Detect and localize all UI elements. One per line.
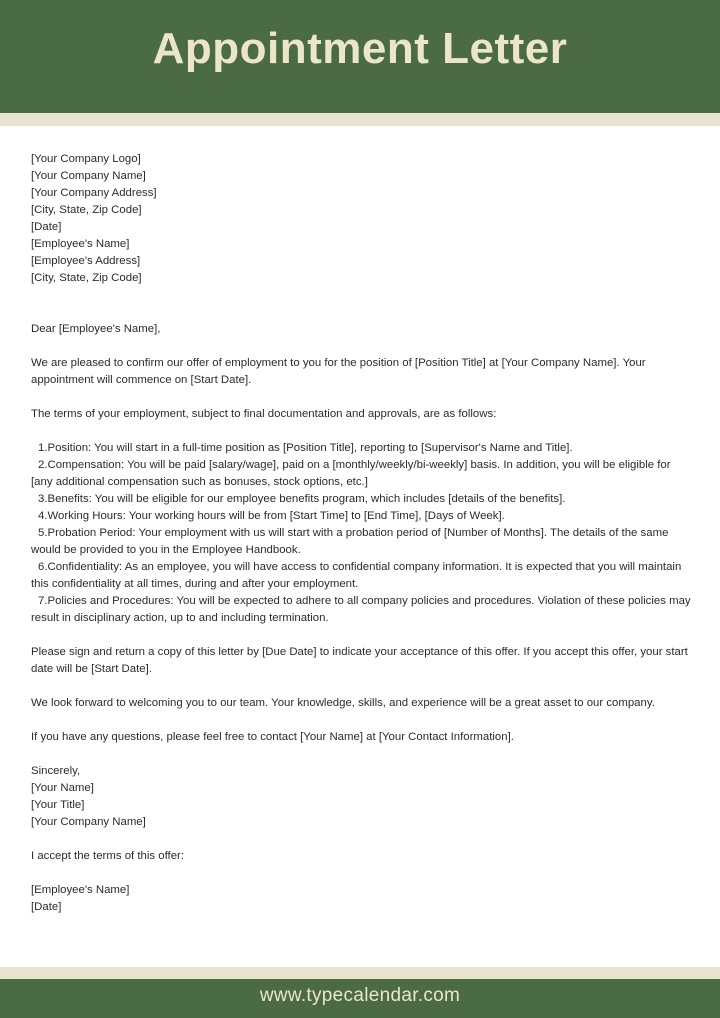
list-item xyxy=(31,491,691,508)
company-logo-line: [Your Company Logo] xyxy=(31,153,141,165)
term-text: Confidentiality: As an employee, you will have access to confidential company information. It is expected that you will maintain this confidentiality at all times, during and after your employment. xyxy=(31,561,682,590)
employee-city-line: [City, State, Zip Code] xyxy=(31,272,142,284)
employee-address-line: [Employee's Address] xyxy=(31,255,141,267)
company-name-line: [Your Company Name] xyxy=(31,170,146,182)
term-text: Benefits: You will be eligible for our employee benefits program, which includes [details of the benefits]. xyxy=(47,493,566,505)
page-title: Appointment Letter xyxy=(152,24,568,73)
welcome-paragraph: We look forward to welcoming you to our team. Your knowledge, skills, and experience will be a great asset to our company. xyxy=(31,697,655,709)
list-item xyxy=(31,525,691,559)
terms-intro: The terms of your employment, subject to final documentation and approvals, are as follows: xyxy=(31,408,497,420)
letter-body xyxy=(31,151,691,916)
return-paragraph: Please sign and return a copy of this letter by [Due Date] to indicate your acceptance of this offer. If you accept this offer, your start date will be [Start Date]. xyxy=(31,646,688,675)
address-block xyxy=(31,151,691,287)
term-number: 4. xyxy=(38,510,48,522)
date-line: [Date] xyxy=(31,221,62,233)
intro-paragraph: We are pleased to confirm our offer of employment to you for the position of [Position Title] at [Your Company Name]. Your appointment will commence on [Start Date]. xyxy=(31,357,646,386)
acceptance-statement: I accept the terms of this offer: xyxy=(31,850,185,862)
footer-banner xyxy=(0,979,720,1018)
header-stripe xyxy=(0,113,720,126)
header-banner xyxy=(0,0,720,113)
acceptance-employee-name: [Employee's Name] xyxy=(31,884,130,896)
company-address-line: [Your Company Address] xyxy=(31,187,157,199)
signature-company: [Your Company Name] xyxy=(31,816,146,828)
term-number: 3. xyxy=(38,493,48,505)
term-text: Working Hours: Your working hours will be from [Start Time] to [End Time], [Days of Week]. xyxy=(47,510,505,522)
term-text: Position: You will start in a full-time position as [Position Title], reporting to [Supervisor's Name and Title]. xyxy=(47,442,573,454)
footer-stripe xyxy=(0,967,720,979)
website-url: www.typecalendar.com xyxy=(259,985,461,1006)
company-city-line: [City, State, Zip Code] xyxy=(31,204,142,216)
acceptance-date: [Date] xyxy=(31,901,62,913)
terms-list xyxy=(31,440,691,627)
list-item xyxy=(31,440,691,457)
closing: Sincerely, xyxy=(31,765,81,777)
term-number: 7. xyxy=(38,595,48,607)
contact-paragraph: If you have any questions, please feel free to contact [Your Name] at [Your Contact Information]. xyxy=(31,731,514,743)
list-item xyxy=(31,593,691,627)
signature-name: [Your Name] xyxy=(31,782,94,794)
term-number: 6. xyxy=(38,561,48,573)
salutation: Dear [Employee's Name], xyxy=(31,323,161,335)
list-item xyxy=(31,559,691,593)
list-item xyxy=(31,508,691,525)
term-number: 1. xyxy=(38,442,48,454)
employee-name-line: [Employee's Name] xyxy=(31,238,130,250)
term-text: Policies and Procedures: You will be expected to adhere to all company policies and procedures. Violation of these policies may result in disciplinary action, up to and including termination. xyxy=(31,595,691,624)
term-text: Probation Period: Your employment with us will start with a probation period of [Number of Months]. The details of the same would be provided to you in the Employee Handbook. xyxy=(31,527,669,556)
term-text: Compensation: You will be paid [salary/wage], paid on a [monthly/weekly/bi-weekly] basis. In addition, you will be eligible for [any additional compensation such as bonuses, stock options, etc.] xyxy=(31,459,671,488)
term-number: 5. xyxy=(38,527,48,539)
list-item xyxy=(31,457,691,491)
term-number: 2. xyxy=(38,459,48,471)
signature-title: [Your Title] xyxy=(31,799,85,811)
